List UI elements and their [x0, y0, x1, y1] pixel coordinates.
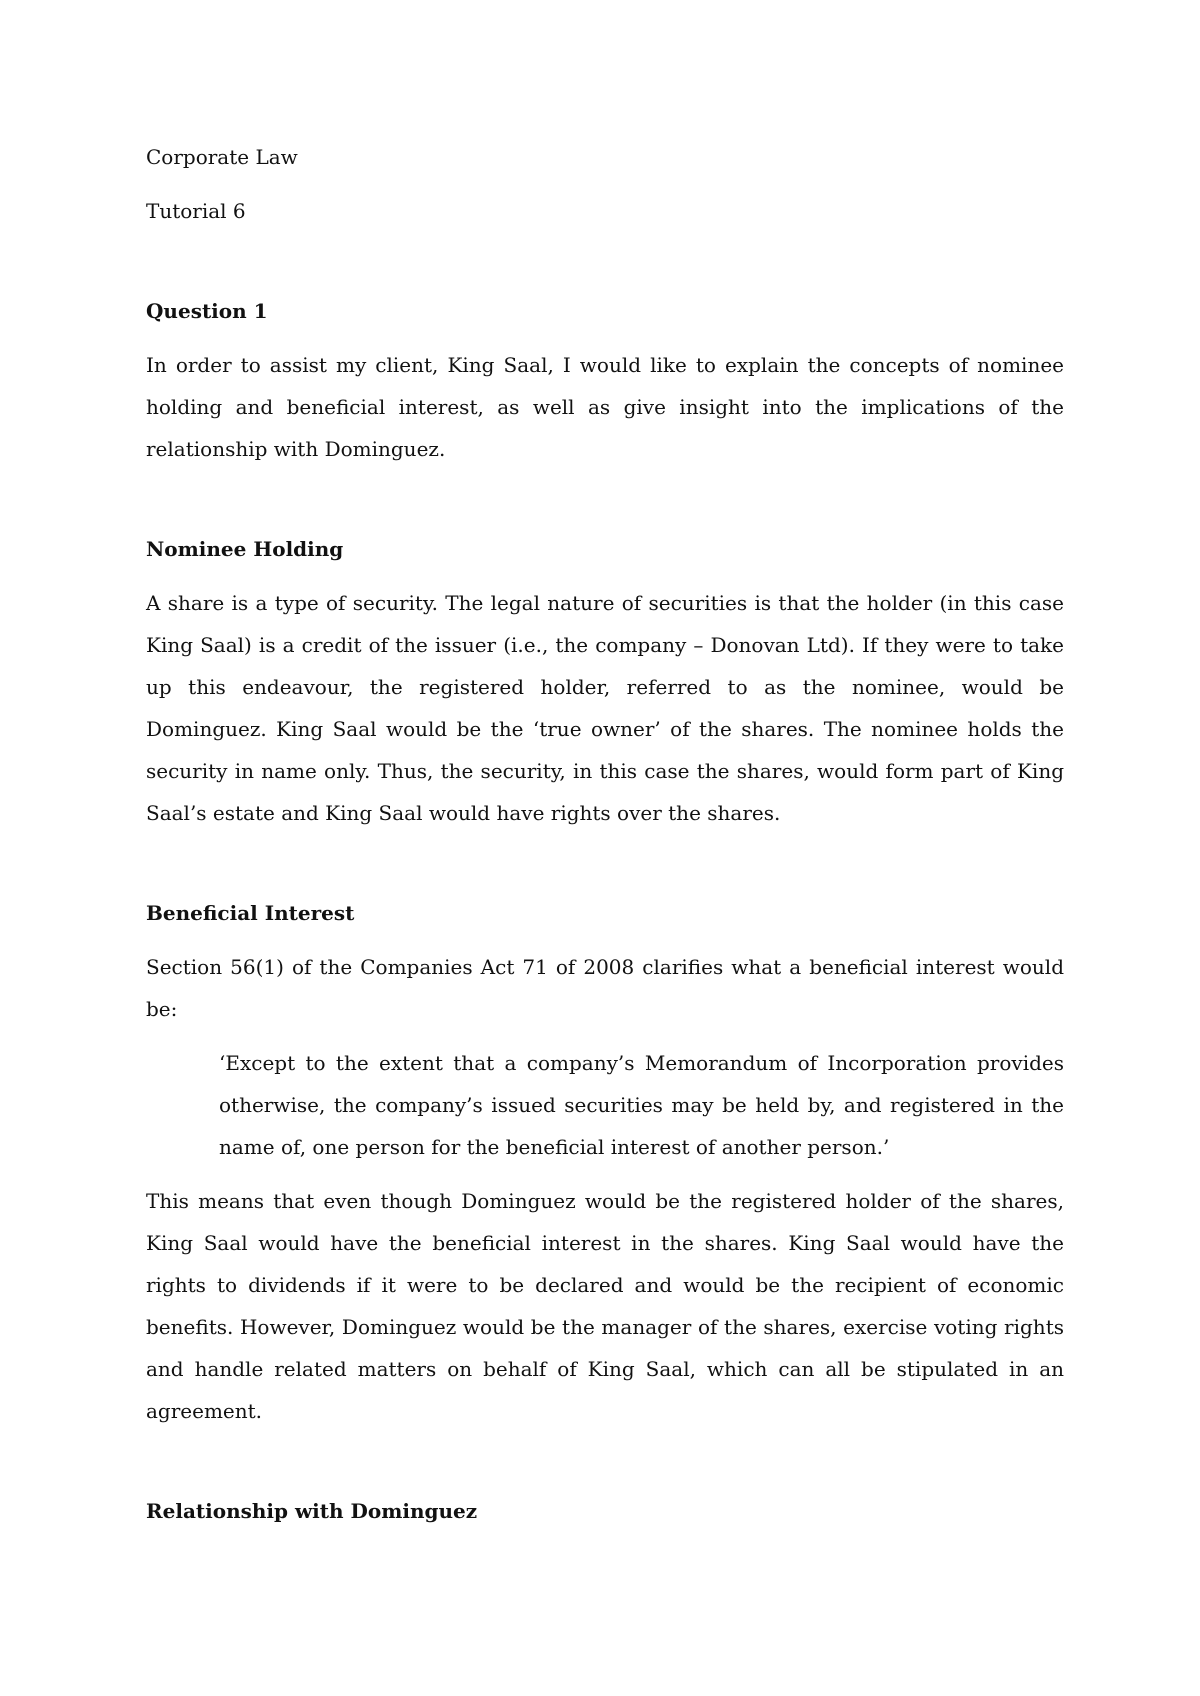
document-body [146, 136, 1064, 1532]
tutorial-label: Tutorial 6 [146, 199, 246, 223]
beneficial-lead: Section 56(1) of the Companies Act 71 of 2008 clarifies what a beneficial interest would be: [146, 955, 1064, 1021]
course-title: Corporate Law [146, 145, 298, 169]
question-heading: Question 1 [146, 299, 268, 323]
question-intro: In order to assist my client, King Saal, I would like to explain the concepts of nominee holding and beneficial interest, as well as give insight into the implications of the relationship with Dominguez. [146, 353, 1064, 461]
beneficial-body: This means that even though Dominguez would be the registered holder of the shares, King Saal would have the beneficial interest in the shares. King Saal would have the rights to dividends if it were to be declared and would be the recipient of economic benefits. However, Dominguez would be the manager of the shares, exercise voting rights and handle related matters on behalf of King Saal, which can all be stipulated in an agreement. [146, 1189, 1064, 1423]
nominee-heading: Nominee Holding [146, 537, 344, 561]
relationship-heading: Relationship with Dominguez [146, 1499, 478, 1523]
statute-quote: ‘Except to the extent that a company’s Memorandum of Incorporation provides otherwise, the company’s issued securities may be held by, and registered in the name of, one person for the beneficial interest of another person.’ [219, 1051, 1064, 1159]
nominee-body: A share is a type of security. The legal nature of securities is that the holder (in this case King Saal) is a credit of the issuer (i.e., the company – Donovan Ltd). If they were to take up this endeavour, the registered holder, referred to as the nominee, would be Dominguez. King Saal would be the ‘true owner’ of the shares. The nominee holds the security in name only. Thus, the security, in this case the shares, would form part of King Saal’s estate and King Saal would have rights over the shares. [146, 591, 1064, 825]
beneficial-heading: Beneficial Interest [146, 901, 355, 925]
